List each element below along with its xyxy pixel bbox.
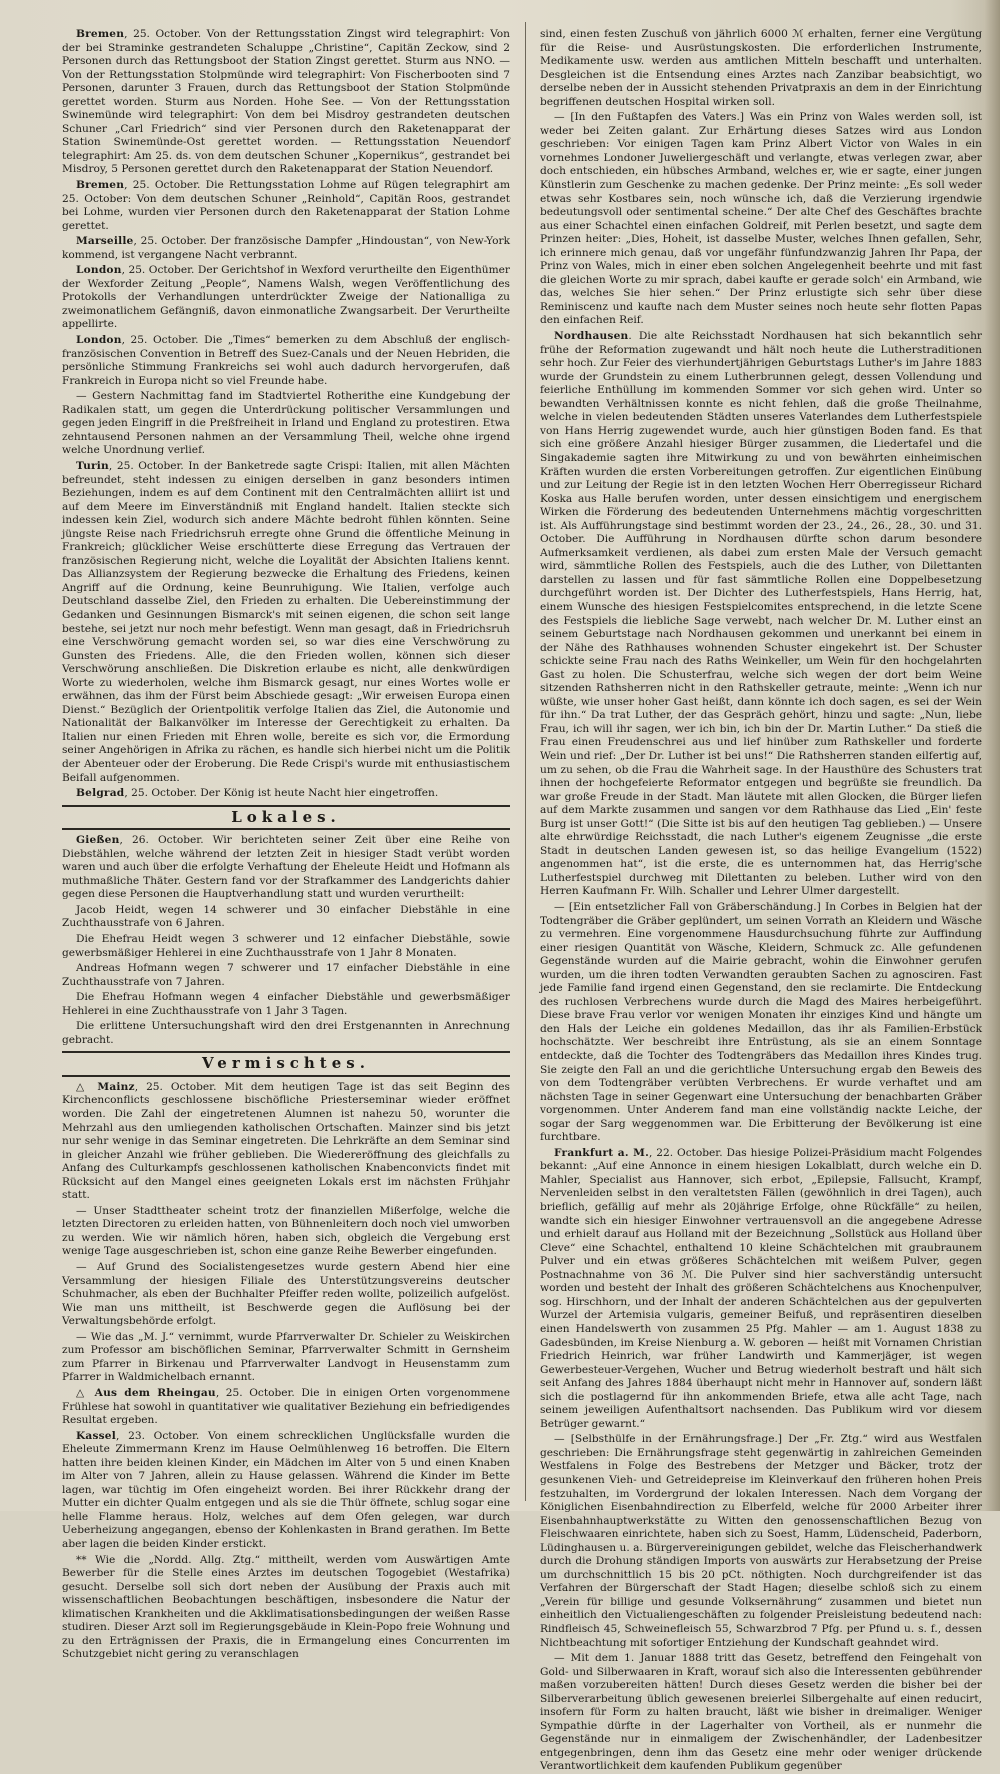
article-bremen-1: Bremen, 25. October. Von der Rettungsstation Zingst wird telegraphirt: Von der bei Straminke gestrandeten Schaluppe „Christine“, Capitän Zeckow, sind 2 Personen durch das Rettungsboot der Station Zingst gerettet. Sturm aus NNO. — Von der Rettungsstation Stolpmünde wird telegraphirt: Von Fischerbooten sind 7 Personen, darunter 3 Frauen, durch das Rettungsboot der Station Stolpmünde gerettet worden. Sturm aus Norden. Hohe See. — Von der Rettungsstation Swinemünde wird telegraphirt: Von dem bei Misdroy gestrandeten deutschen Schuner „Carl Friedrich“ sind vier Personen durch den Raketenapparat der Station Swinemünde-Ost gerettet worden. — Rettungsstation Neuendorf telegraphirt: Am 25. ds. von dem deutschen Schuner „Kopernikus“, gestrandet bei Misdroy, 5 Personen gerettet durch den Raketenapparat der Station Neuendorf. [62, 28, 510, 176]
article-turin: Turin, 25. October. In der Banketrede sagte Crispi: Italien, mit allen Mächten befreundet, steht indessen zu einigen derselben in ganz besonders intimen Beziehungen, indem es auf dem Continent mit den Centralmächten alliirt ist und auf dem Meere im Einverständniß mit England handelt. Italien steckte sich indessen kein Ziel, wodurch sich andere Mächte bedroht fühlen könnten. Seine jüngste Reise nach Friedrichsruh erregte ohne Grund die öffentliche Meinung in Frankreich; glücklicher Weise erschütterte diese Erregung das Vertrauen der französischen Regierung nicht, welche die Loyalität der Absichten Italiens kennt. Das Allianzsystem der Regierung bezwecke die Erhaltung des Friedens, keinen Angriff auf die Ordnung, keine Beunruhigung. Wie Italien, verfolge auch Deutschland dasselbe Ziel, den Frieden zu erhalten. Die Uebereinstimmung der Gedanken und Gesinnungen Bismarck's mit seinen eigenen, die schon seit lange bestehe, sei jetzt nur noch mehr befestigt. Wenn man gesagt, daß in Friedrichsruh eine Verschwörung gemacht worden sei, so war dies eine Verschwörung zu Gunsten des Friedens. Alle, die den Frieden wollen, können sich dieser Verschwörung anschließen. Die Diskretion erlaube es nicht, alle denkwürdigen Worte zu wiederholen, welche ihm Bismarck gesagt, nur eines Wortes wolle er erwähnen, das ihm der Fürst beim Abschiede gesagt: „Wir erweisen Europa einen Dienst.“ Bezüglich der Orientpolitik verfolge Italien das Ziel, die Autonomie und Nationalität der Balkanvölker im Interesse der Gerechtigkeit zu erhalten. Da Italien nur einen Frieden mit Ehren wolle, bereite es sich vor, die Ermordung seiner Angehörigen in Afrika zu rächen, es handle sich hierbei nicht um die Politik der Abenteuer oder der Eroberung. Die Rede Crispi's wurde mit enthusiastischem Beifall aufgenommen. [62, 459, 510, 784]
verdict-4: Die Ehefrau Hofmann wegen 4 einfacher Diebstähle und gewerbsmäßiger Hehlerei in eine Zuchthausstrafe von 1 Jahr 3 Tagen. [62, 991, 510, 1017]
article-bremen-2: Bremen, 25. October. Die Rettungsstation Lohme auf Rügen telegraphirt am 25. October: Von dem deutschen Schuner „Reinhold“, Capitän Roos, gestrandet bei Lohme, wurden vier Personen durch den Raketenapparat der Station Lohme gerettet. [62, 179, 510, 232]
article-nordhausen: Nordhausen. Die alte Reichsstadt Nordhausen hat sich bekanntlich sehr frühe der Reformation zugewandt und hält noch heute die Lutherstraditionen sehr hoch. Zur Feier des vierhundertjährigen Geburtstags Luther's im Jahre 1883 wurde der Grundstein zu einem Lutherbrunnen gelegt, dessen Vollendung und feierliche Enthüllung im kommenden Sommer vor sich gehen wird. Unter so bewandten Verhältnissen konnte es nicht fehlen, daß die große Theilnahme, welche in vielen bedeutenden Städten unseres Vaterlandes dem Lutherfestspiele von Hans Herrig zugewendet wurde, auch hier günstigen Boden fand. Es that sich eine größere Anzahl hiesiger Bürger zusammen, die Liedertafel und die Singakademie sagten ihre Mitwirkung zu und von bewährten einheimischen Kräften wurden die ersten Vorbereitungen getroffen. Zur eigentlichen Einübung und zur Leitung der Regie ist in den letzten Wochen Herr Oberregisseur Richard Koska aus Halle berufen worden, unter dessen einsichtigem und energischem Wirken die Förderung des bedeutenden Unternehmens mächtig vorgeschritten ist. Als Aufführungstage sind bestimmt worden der 23., 24., 26., 28., 30. und 31. October. Die Aufführung in Nordhausen dürfte schon darum besondere Aufmerksamkeit verdienen, als dabei zum ersten Male der Versuch gemacht wird, sämmtliche Rollen des Festspiels, auch die des Luther, von Dilettanten darstellen zu lassen und für fast sämmtliche Rollen eine Doppelbesetzung durchgeführt worden ist. Der Dichter des Lutherfestspiels, Hans Herrig, hat, einem Wunsche des hiesigen Festspielcomites entsprechend, in die letzte Scene des Festspiels die liebliche Sage verwebt, nach welcher Dr. M. Luther einst an seinem Geburtstage nach Nordhausen gekommen und unerkannt bei einem in der Nähe des Rathhauses wohnenden Schuster eingekehrt ist. Der Schuster schickte seine Frau nach des Raths Weinkeller, um Wein für den hochgelahrten Gast zu holen. Die Schusterfrau, welche sich wegen der dort beim Weine sitzenden Rathsherren nicht in den Rathskeller getraute, meinte: „Wenn ich nur wüßte, wie unser hoher Gast heißt, dann könnte ich doch sagen, es sei der Wein für ihn.“ Da trat Luther, der das Gespräch gehört, hinzu und sagte: „Nun, liebe Frau, ich will ihr sagen, wer ich bin, ich bin der Dr. Martin Luther.“ Da stieß die Frau einen Freudenschrei aus und lief hinüber zum Rathskeller und forderte Wein und rief: „Der Dr. Luther ist bei uns!“ Die Rathsherren standen eilfertig auf, um zu sehen, ob die Frau die Wahrheit sage. In der Hausthüre des Schusters trat ihnen der hochgefeierte Reformator entgegen und begrüßte sie freundlich. Da war große Freude in der Stadt. Man läutete mit allen Glocken, die Bürger liefen auf dem Markte zusammen und sangen vor dem Rathhause das Lied „Ein' feste Burg ist unser Gott!“ (Die Sitte ist bis auf den heutigen Tag geblieben.) — Unsere alte ehrwürdige Reichsstadt, die nach Luther's eigenem Zeugnisse „die erste Stadt in deutschen Landen gewesen ist, so das heilige Evangelium (1522) angenommen hat“, ist die erste, die es unternommen hat, das Herrig'sche Lutherfestspiel durchweg mit Dilettanten zu beleben. Luther wird von den Herren Kaufmann Fr. Wilh. Schaller und Lehrer Ulmer dargestellt. [540, 330, 982, 898]
section-heading-local: Lokales. [62, 805, 510, 831]
article-nutrition: — [Selbsthülfe in der Ernährungsfrage.] Der „Fr. Ztg.“ wird aus Westfalen geschrieben: Die Ernährungsfrage steht gegenwärtig in zahlreichen Gemeinden Westfalens in Folge des Bestrebens der Metzger und Bäcker, trotz der gesunkenen Vieh- und Getreidepreise im Kleinverkauf den früheren hohen Preis festzuhalten, im Vordergrund der lokalen Interessen. Nach dem Vorgang der Königlichen Eisenbahndirection zu Elberfeld, welche für 2000 Arbeiter ihrer Eisenbahnhauptwerkstätte zu Witten den genossenschaftlichen Bezug von Fleischwaaren einrichtete, haben sich zu Soest, Hamm, Lüdenscheid, Paderborn, Lüdinghausen u. a. Bürgervereinigungen gebildet, welche das Fleischerhandwerk durch die Drohung ständigen Imports von auswärts zur Herabsetzung der Preise um durchschnittlich 15 bis 20 pCt. nöthigten. Noch durchgreifender ist das Verfahren der Bürgerschaft der Stadt Hagen; dieselbe schloß sich zu einem „Verein für billige und gesunde Volksernährung“ zusammen und bietet nun einheitlich den Victualiengeschäften zu folgender Preisleistung bedeutend nach: Rindfleisch 45, Schweinefleisch 55, Schwarzbrod 7 Pfg. per Pfund u. s. f., dessen Nichtbeachtung mit sofortiger Entziehung der Kundschaft geahndet wird. [540, 1433, 982, 1649]
verdict-3: Andreas Hofmann wegen 7 schwerer und 17 einfacher Diebstähle in eine Zuchthausstrafe von 7 Jahren. [62, 962, 510, 988]
verdict-note: Die erlittene Untersuchungshaft wird den drei Erstgenannten in Anrechnung gebracht. [62, 1020, 510, 1046]
article-silver-law: — Mit dem 1. Januar 1888 tritt das Gesetz, betreffend den Feingehalt von Gold- und Silberwaaren in Kraft, worauf sich also die Interessenten gebührender maßen vorzubereiten hätten! Durch dieses Gesetz werden die bisher bei der Silberverarbeitung üblich gewesenen breierlei Silbergehalte auf einen reducirt, insofern für Form zu halten braucht, läßt wie bisher in dreimaliger. Weniger Sympathie dürfte in der Lagerhalter von Vortheil, als er nunmehr die Gegenstände nur in einmaligem der Zwischenhändler, der Ladenbesitzer entgegenbringen, denn ihm das Gesetz eine mehr oder weniger drückende Verantwortlichkeit dem kaufenden Publikum gegenüber [540, 1652, 982, 1773]
verdict-2: Die Ehefrau Heidt wegen 3 schwerer und 12 einfacher Diebstähle, sowie gewerbsmäßiger Hehlerei in eine Zuchthausstrafe von 1 Jahr 8 Monaten. [62, 933, 510, 959]
article-corbes: — [Ein entsetzlicher Fall von Gräberschändung.] In Corbes in Belgien hat der Todtengräber die Gräber geplündert, um seinen Vorrath an Kleidern und Wäsche zu vermehren. Eine vorgenommene Hausdurchsuchung führte zur Auffindung einer riesigen Quantität von Wäsche, Kleidern, Schmuck zc. Alle gefundenen Gegenstände wurden auf die Mairie gebracht, wohin die Einwohner gerufen wurden, um die ihren todten Verwandten geraubten Sachen zu agnosciren. Fast jede Familie fand irgend einen Gegenstand, den sie reclamirte. Die Entdeckung des ruchlosen Verbrechens wurde durch die Magd des Maires herbeigeführt. Diese brave Frau verlor vor wenigen Monaten ihr einziges Kind und hängte um den Hals der Leiche ein goldenes Medaillon, das ihr als Familien-Erbstück hochschätzte. Wer beschreibt ihre Entrüstung, als sie an einem Sonntage entdeckte, daß die Tochter des Todtengräbers das Medaillon ihres Kindes trug. Sie zeigte den Fall an und die gerichtliche Untersuchung ergab den Beweis des von dem Todtengräber verübten Verbrechens. Er wurde verhaftet und am nächsten Tage in seiner Gegenwart eine Untersuchung der benachbarten Gräber vorgenommen. Unter Anderem fand man eine vollständig nackte Leiche, der sogar der Sarg weggenommen war. Die Erbitterung der Bevölkerung ist eine furchtbare. [540, 901, 982, 1144]
column-rule [525, 22, 526, 1501]
article-frankfurt: Frankfurt a. M., 22. October. Das hiesige Polizei-Präsidium macht Folgendes bekannt: „Auf eine Annonce in einem hiesigen Lokalblatt, durch welche ein D. Mahler, Specialist aus Hannover, sich erbot, „Epilepsie, Fallsucht, Krampf, Nervenleiden selbst in den veraltetsten Fällen (gewöhnlich in drei Tagen), auch brieflich, gefällig auf mehr als 20jährige Erfolge, ohne Rückfälle“ zu heilen, wandte sich ein hiesiger Einwohner vertrauensvoll an die angegebene Adresse und erhielt darauf aus Holland mit der Bezeichnung „Sollstück aus Holland über Cleve“ eine Schachtel, enthaltend 10 kleine Schächtelchen mit graubraunem Pulver und ein etwas größeres Schächtelchen mit weißem Pulver, gegen Postnachnahme von 36 ℳ. Die Pulver sind hier sachverständig untersucht worden und besteht der Inhalt des größeren Schächtelchens aus Knochenpulver, sog. Hirschhorn, und der Inhalt der anderen Schächtelchen aus der gepulverten Wurzel der Artemisia vulgaris, gemeiner Beifuß, und repräsentiren dieselben einen Handelswerth von zusammen 25 Pfg. Mahler — am 1. August 1838 zu Gadesbünden, im Kreise Nienburg a. W. geboren — heißt mit Vornamen Christian Friedrich Heinrich, war früher Landwirth und Kammerjäger, ist wegen Gewerbesteuer-Vergehen, Wucher und Betrug wiederholt bestraft und hält sich seit Anfang des Jahres 1884 überhaupt nicht mehr in Hannover auf, sondern läßt sich die postlagernd für ihn ankommenden Briefe, etwa alle acht Tage, nach seinem jeweiligen Aufenthaltsort nachsenden. Das Publikum wird vor diesem Betrüger gewarnt.“ [540, 1146, 983, 1430]
article-togo: ** Wie die „Nordd. Allg. Ztg.“ mittheilt, werden vom Auswärtigen Amte Bewerber für die Stelle eines Arztes im deutschen Togogebiet (Westafrika) gesucht. Derselbe soll sich dort neben der Ausübung der Praxis auch mit wissenschaftlichen Beobachtungen beschäftigen, insbesondere die Natur der klimatischen Krankheiten und die Akklimatisationsbedingungen der weißen Rasse studiren. Dieser Arzt soll im Regierungsgebäude in Klein-Popo freie Wohnung und zu den Erträgnissen der Praxis, die in Ermangelung eines Concurrenten im Schutzgebiet nicht gering zu veranschlagen [62, 1553, 510, 1661]
article-togo-cont: sind, einen festen Zuschuß von jährlich 6000 ℳ erhalten, ferner eine Vergütung für die Reise- und Ausrüstungskosten. Die erforderlichen Instrumente, Medikamente usw. werden aus amtlichen Mitteln beschafft und unterhalten. Desgleichen ist die Entsendung eines Arztes nach Zanzibar beabsichtigt, wo derselbe neben der in Aussicht stehenden Privatpraxis an dem in der Einrichtung begriffenen deutschen Hospital wirken soll. [540, 28, 982, 108]
section-heading-misc: Vermischtes. [62, 1051, 510, 1077]
right-column [540, 28, 983, 1773]
article-clergy: — Wie das „M. J.“ vernimmt, wurde Pfarrverwalter Dr. Schieler zu Weiskirchen zum Professor am bischöflichen Seminar, Pfarrverwalter Schmitt in Gernsheim zum Pfarrer in Birkenau und Pfarrverwalter Landvogt in Heusenstamm zum Pfarrer in Waldmichelbach ernannt. [62, 1330, 510, 1384]
article-prince-wales: — [In den Fußtapfen des Vaters.] Was ein Prinz von Wales werden soll, ist weder bei Zeiten galant. Zur Erhärtung dieses Satzes wird aus London geschrieben: Vor einigen Tagen kam Prinz Albert Victor von Wales in ein vornehmes Londoner Juweliergeschäft und verlangte, etwas verlegen zwar, aber doch entschieden, ein hübsches Armband, welches er, wie er sagte, einer jungen Künstlerin zum Geschenke zu machen gedenke. Der Prinz meinte: „Es soll weder etwas sehr Kostbares sein, noch wünsche ich, daß die Verzierung irgendwie bedeutungsvoll oder sentimental scheine.“ Der alte Chef des Geschäftes brachte aus einer Schachtel einen einfachen Goldreif, mit Perlen besetzt, und sagte dem Prinzen heiter: „Dies, Hoheit, ist dasselbe Muster, welches Ihnen gefallen, Sehr, ich erinnere mich genau, daß vor ungefähr fünfundzwanzig Jahren Ihr Papa, der Prinz von Wales, mich in einer eben solchen Angelegenheit beehrte und mit fast die gleichen Worte zu mir sprach, dabei kaufte er gerade solch' ein Armband, wie das, welches Sie hier sehen.“ Der Prinz erlustigte sich sehr über diese Reminiscenz und kaufte nach dem Muster seines noch heute sehr flotten Papas den einfachen Reif. [540, 111, 982, 327]
article-rheingau: △ Aus dem Rheingau, 25. October. Die in einigen Orten vorgenommene Frühlese hat sowohl in quantitativer wie qualitativer Beziehung ein befriedigendes Resultat ergeben. [62, 1386, 510, 1427]
article-kassel: Kassel, 23. October. Von einem schrecklichen Unglücksfalle wurden die Eheleute Zimmermann Krenz im Hause Oelmühlenweg 16 betroffen. Die Eltern hatten ihre beiden kleinen Kinder, ein Mädchen im Alter von 5 und einen Knaben im Alter von 7 Jahren, allein zu Hause gelassen. Während die Kinder im Bette lagen, war tüchtig im Ofen eingeheizt worden. Bei ihrer Rückkehr drang der Mutter ein dichter Qualm entgegen und als sie die Thür öffnete, schlug sogar eine helle Flamme heraus. Holz, welches auf dem Ofen gelegen, war durch Ueberheizung angegangen, ebenso der Kohlenkasten in Brand gerathen. Im Bette aber lagen die beiden Kinder erstickt. [62, 1429, 510, 1550]
verdict-1: Jacob Heidt, wegen 14 schwerer und 30 einfacher Diebstähle in eine Zuchthausstrafe von 6 Jahren. [62, 903, 510, 930]
article-theater: — Unser Stadttheater scheint trotz der finanziellen Mißerfolge, welche die letzten Directoren zu erleiden hatten, von Bühnenleitern doch noch viel umworben zu werden. Wie wir nämlich hören, haben sich, obgleich die Vergebung erst wenige Tage ausgeschrieben ist, schon eine ganze Reihe Bewerber eingefunden. [62, 1204, 510, 1258]
article-london-2: London, 25. October. Die „Times“ bemerken zu dem Abschluß der englisch-französischen Convention in Betreff des Suez-Canals und der Neuen Hebriden, die persönliche Stimmung Frankreichs sei wohl auch dadurch hervorgerufen, daß Frankreich in Europa nicht so viel Freunde habe. [62, 334, 510, 387]
article-london-1: London, 25. October. Der Gerichtshof in Wexford verurtheilte den Eigenthümer der Wexforder Zeitung „People“, Namens Walsh, wegen Veröffentlichung des Protokolls der Verhandlungen unterdrückter Zweige der Nationalliga zu zweimonatlichem Gefängniß, davon einmonatliche Zwangsarbeit. Der Verurtheilte appellirte. [62, 264, 510, 331]
article-london-3: — Gestern Nachmittag fand im Stadtviertel Rotherithe eine Kundgebung der Radikalen statt, um gegen die Unterdrückung politischer Versammlungen und gegen jeden Eingriff in die Preßfreiheit in Irland und England zu protestiren. Etwa zehntausend Personen nahmen an der Versammlung Theil, welche ohne irgend welche Unordnung verlief. [62, 390, 510, 457]
article-belgrad: Belgrad, 25. October. Der König ist heute Nacht hier eingetroffen. [76, 787, 439, 800]
left-column [62, 28, 510, 1661]
article-giessen: Gießen, 26. October. Wir berichteten seiner Zeit über eine Reihe von Diebstählen, welche während der letzten Zeit in hiesiger Stadt verübt worden waren und auch über die erfolgte Verhaftung der Eheleute Heidt und Hofmann als muthmaßliche Thäter. Gestern fand vor der Strafkammer des Landgerichts dahier gegen diese Personen die Hauptverhandlung statt und wurden verurtheilt: [62, 834, 510, 901]
article-socialists: — Auf Grund des Socialistengesetzes wurde gestern Abend hier eine Versammlung der hiesigen Filiale des Unterstützungsvereins deutscher Schuhmacher, als eben der Buchhalter Pfeiffer reden wollte, polizeilich aufgelöst. Wie man uns mittheilt, ist Beschwerde gegen die Auflösung bei der Verwaltungsbehörde erfolgt. [62, 1261, 510, 1328]
page-edge [984, 0, 1000, 1511]
article-mainz: △ Mainz, 25. October. Mit dem heutigen Tage ist das seit Beginn des Kirchenconflicts geschlossene bischöfliche Priesterseminar wieder eröffnet worden. Die Zahl der eingetretenen Alumnen ist nahezu 50, worunter die Mehrzahl aus den umliegenden katholischen Ortschaften. Mainzer sind bis jetzt nur sehr wenige in das Seminar eingetreten. Die Lehrkräfte an dem Seminar sind in gleicher Anzahl wie früher geblieben. Die Wiedereröffnung des gleichfalls zu Anfang des Culturkampfs geschlossenen katholischen Knabenconvicts findet mit Rücksicht auf den Mangel eines geeigneten Lokals erst im nächsten Frühjahr statt. [62, 1080, 510, 1202]
article-marseille: Marseille, 25. October. Der französische Dampfer „Hindoustan“, von New-York kommend, ist vergangene Nacht verbrannt. [62, 235, 510, 261]
